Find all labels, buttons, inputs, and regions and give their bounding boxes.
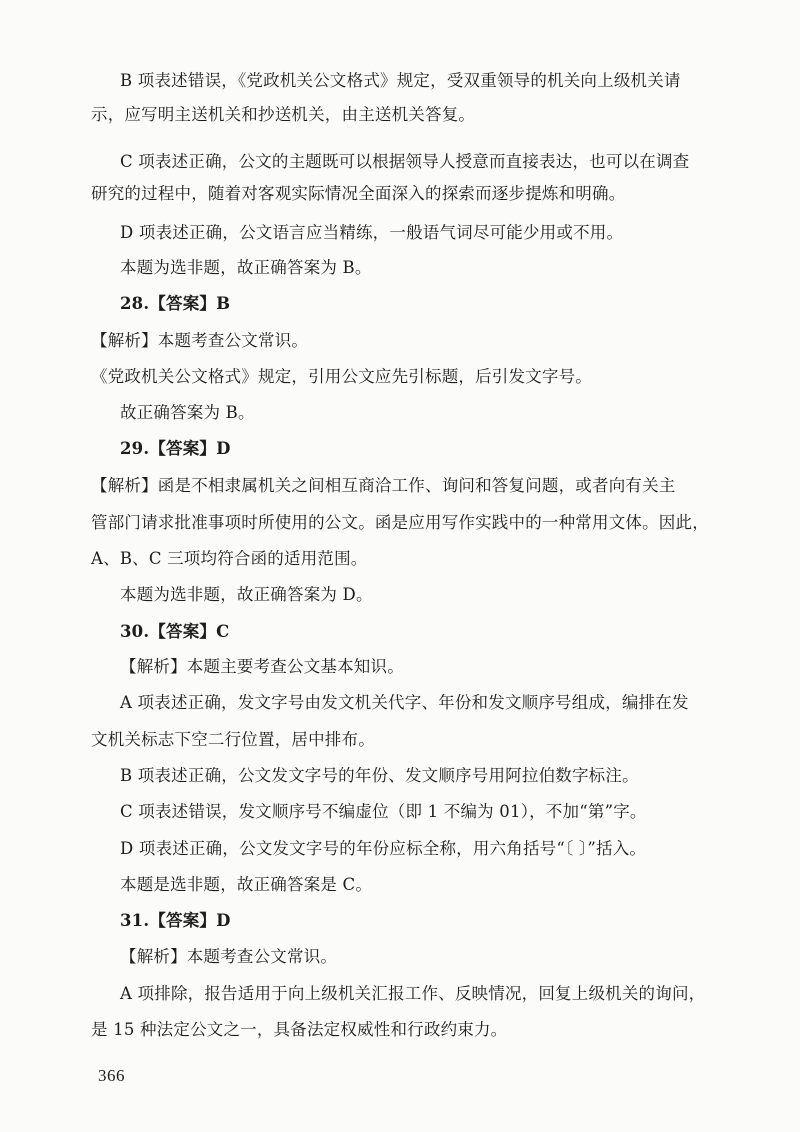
answer-heading: 31.【答案】D (120, 911, 231, 930)
text-line: B 项表述正确，公文发文字号的年份、发文顺序号用阿拉伯数字标注。 (120, 766, 639, 785)
page-number: 366 (98, 1066, 125, 1085)
analysis-line: 【解析】本题考查公文常识。 (120, 947, 338, 966)
text-line: 是 15 种法定公文之一，具备法定权威性和行政约束力。 (91, 1020, 508, 1039)
answer-heading: 29.【答案】D (120, 439, 231, 458)
text-line: 研究的过程中，随着对客观实际情况全面深入的探索而逐步提炼和明确。 (91, 184, 626, 203)
text-line: D 项表述正确，公文发文字号的年份应标全称，用六角括号“〔 〕”括入。 (120, 839, 647, 858)
answer-heading: 28.【答案】B (120, 294, 231, 313)
text-line: 本题是选非题，故正确答案是 C。 (120, 875, 373, 894)
text-line: 本题为选非题，故正确答案为 B。 (120, 258, 372, 277)
text-line: A、B、C 三项均符合函的适用范围。 (91, 549, 368, 568)
text-line: 故正确答案为 B。 (120, 403, 255, 422)
text-line: 文机关标志下空二行位置，居中排布。 (91, 730, 375, 749)
text-line: A 项表述正确，发文字号由发文机关代字、年份和发文顺序号组成，编排在发 (120, 693, 689, 712)
text-line: 管部门请求批准事项时所使用的公文。函是应用写作实践中的一种常用文体。因此， (91, 513, 709, 532)
analysis-line: 【解析】函是不相隶属机关之间相互商洽工作、询问和答复问题，或者向有关主 (91, 476, 676, 495)
text-line: B 项表述错误，《党政机关公文格式》规定，受双重领导的机关向上级机关请 (120, 71, 681, 90)
text-line: D 项表述正确，公文语言应当精练，一般语气词尽可能少用或不用。 (120, 223, 624, 242)
text-line: C 项表述正确，公文的主题既可以根据领导人授意而直接表达，也可以在调查 (120, 152, 690, 171)
text-line: 示，应写明主送机关和抄送机关，由主送机关答复。 (91, 105, 476, 124)
text-line: A 项排除，报告适用于向上级机关汇报工作、反映情况，回复上级机关的询问， (120, 984, 706, 1003)
analysis-line: 【解析】本题主要考查公文基本知识。 (120, 657, 404, 676)
text-line: 《党政机关公文格式》规定，引用公文应先引标题，后引发文字号。 (91, 367, 592, 386)
answer-heading: 30.【答案】C (120, 622, 230, 641)
analysis-line: 【解析】本题考查公文常识。 (91, 331, 309, 350)
text-line: 本题为选非题，故正确答案为 D。 (120, 585, 373, 604)
text-line: C 项表述错误，发文顺序号不编虚位（即 1 不编为 01），不加“第”字。 (120, 802, 647, 821)
